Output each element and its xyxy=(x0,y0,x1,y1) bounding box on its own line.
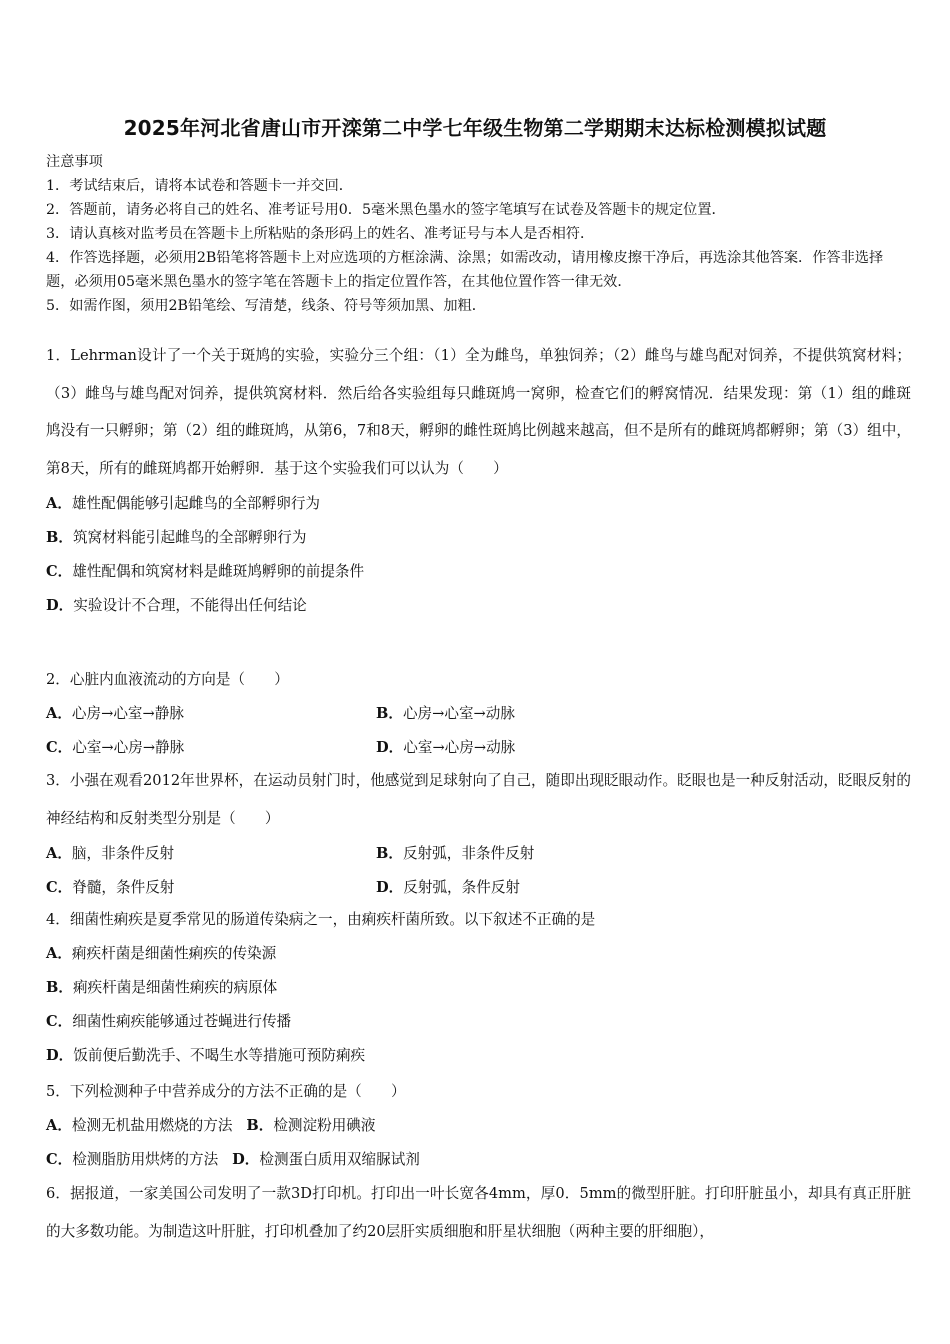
option-text: 雄性配偶和筑窝材料是雌斑鸠孵卵的前提条件 xyxy=(72,563,365,580)
option-letter: A． xyxy=(46,945,72,962)
option-letter: C． xyxy=(46,1151,73,1168)
option-row xyxy=(46,871,911,905)
option-letter: A． xyxy=(46,845,72,862)
option-text: 检测脂肪用烘烤的方法 xyxy=(72,1151,219,1168)
option-letter: B． xyxy=(46,979,73,996)
option-a[interactable] xyxy=(46,697,184,731)
option-row xyxy=(46,697,911,731)
option-a[interactable] xyxy=(46,487,911,521)
question-stem: 2．心脏内血液流动的方向是（ ） xyxy=(46,671,289,688)
option-text: 反射弧，非条件反射 xyxy=(402,845,535,862)
option-letter: A． xyxy=(46,705,72,722)
option-text: 心房→心室→静脉 xyxy=(71,705,184,722)
option-letter: B． xyxy=(376,845,403,862)
question-6 xyxy=(46,1175,911,1250)
question-stem: 1．Lehrman设计了一个关于斑鸠的实验，实验分三个组：（1）全为雌鸟，单独饲养；（2）雌鸟与雄鸟配对饲养，不提供筑窝材料；（3）雌鸟与雄鸟配对饲养，提供筑窝材料．然后给各实验组每只雌斑鸠一窝卵，检查它们的孵窝情况．结果发现：第（1）组的雌斑鸠没有一只孵卵；第（2）组的雌斑鸠，从第6，7和8天，孵卵的雌性斑鸠比例越来越高，但不是所有的雌斑鸠都孵卵；第（3）组中，第8天，所有的雌斑鸠都开始孵卵．基于这个实验我们可以认为（ ） xyxy=(46,347,911,477)
option-text: 痢疾杆菌是细菌性痢疾的传染源 xyxy=(71,945,277,962)
option-letter: D． xyxy=(376,739,404,756)
option-text: 雄性配偶能够引起雌鸟的全部孵卵行为 xyxy=(71,495,321,512)
exam-title: 2025年河北省唐山市开滦第二中学七年级生物第二学期期末达标检测模拟试题 xyxy=(123,116,827,140)
notice-item: 4．作答选择题，必须用2B铅笔将答题卡上对应选项的方框涂满、涂黑；如需改动，请用橡皮擦干净后，再选涂其他答案．作答非选择题，必须用05毫米黑色墨水的签字笔在答题卡上的指定位置作答，在其他位置作答一律无效． xyxy=(46,250,884,290)
option-text: 脊髓，条件反射 xyxy=(72,879,175,896)
notice-item: 5．如需作图，须用2B铅笔绘、写清楚，线条、符号等须加黑、加粗． xyxy=(46,298,486,314)
question-1 xyxy=(46,337,911,623)
option-text: 心室→心房→静脉 xyxy=(72,739,185,756)
notice-section xyxy=(46,150,911,318)
option-text: 脑，非条件反射 xyxy=(71,845,175,862)
option-letter: D． xyxy=(46,1047,74,1064)
question-stem: 5．下列检测种子中营养成分的方法不正确的是（ ） xyxy=(46,1083,406,1100)
option-letter: D． xyxy=(232,1151,260,1168)
question-2 xyxy=(46,663,911,765)
option-letter: D． xyxy=(376,879,404,896)
option-letter: D． xyxy=(46,597,74,614)
option-d[interactable] xyxy=(46,1039,911,1073)
option-c[interactable] xyxy=(46,1005,911,1039)
option-letter: B． xyxy=(376,705,403,722)
option-a[interactable] xyxy=(46,937,911,971)
option-letter: A． xyxy=(46,495,72,512)
option-letter: C． xyxy=(46,563,73,580)
option-b[interactable] xyxy=(246,1117,375,1134)
option-row xyxy=(46,731,911,765)
option-row xyxy=(46,837,911,871)
notice-heading: 注意事项 xyxy=(46,154,103,170)
question-stem: 4．细菌性痢疾是夏季常见的肠道传染病之一，由痢疾杆菌所致。以下叙述不正确的是 xyxy=(46,911,596,928)
option-text: 检测蛋白质用双缩脲试剂 xyxy=(259,1151,420,1168)
notice-item: 2．答题前，请务必将自己的姓名、准考证号用0．5毫米黑色墨水的签字笔填写在试卷及答题卡的规定位置． xyxy=(46,202,726,218)
option-letter: B． xyxy=(246,1117,274,1134)
option-b[interactable] xyxy=(376,837,534,871)
option-letter: C． xyxy=(46,739,73,756)
option-c[interactable] xyxy=(46,1151,218,1168)
option-d[interactable] xyxy=(46,589,911,623)
option-d[interactable] xyxy=(376,731,515,765)
option-text: 心房→心室→动脉 xyxy=(402,705,515,722)
option-text: 检测无机盐用燃烧的方法 xyxy=(71,1117,233,1134)
option-text: 饭前便后勤洗手、不喝生水等措施可预防痢疾 xyxy=(73,1047,366,1064)
option-d[interactable] xyxy=(232,1151,420,1168)
option-d[interactable] xyxy=(376,871,520,905)
option-c[interactable] xyxy=(46,871,174,905)
option-a[interactable] xyxy=(46,837,174,871)
option-letter: B． xyxy=(46,529,73,546)
option-row xyxy=(46,1109,911,1143)
option-row xyxy=(46,1143,911,1177)
option-b[interactable] xyxy=(46,521,911,555)
question-3 xyxy=(46,762,911,905)
notice-item: 1．考试结束后，请将本试卷和答题卡一并交回． xyxy=(46,178,353,194)
option-b[interactable] xyxy=(376,697,515,731)
option-text: 痢疾杆菌是细菌性痢疾的病原体 xyxy=(72,979,278,996)
option-a[interactable] xyxy=(46,1117,232,1134)
option-letter: C． xyxy=(46,1013,73,1030)
question-5 xyxy=(46,1075,911,1177)
option-c[interactable] xyxy=(46,731,184,765)
option-text: 实验设计不合理，不能得出任何结论 xyxy=(73,597,307,614)
option-text: 反射弧，条件反射 xyxy=(403,879,521,896)
option-text: 检测淀粉用碘液 xyxy=(273,1117,376,1134)
question-stem: 6．据报道，一家美国公司发明了一款3D打印机。打印出一叶长宽各4mm，厚0．5mm的微型肝脏。打印肝脏虽小，却具有真正肝脏的大多数功能。为制造这叶肝脏，打印机叠加了约20层肝实质细胞和肝星状细胞（两种主要的肝细胞）， xyxy=(46,1185,911,1240)
question-stem: 3．小强在观看2012年世界杯，在运动员射门时，他感觉到足球射向了自己，随即出现眨眼动作。眨眼也是一种反射活动，眨眼反射的神经结构和反射类型分别是（ ） xyxy=(46,772,911,827)
option-letter: C． xyxy=(46,879,73,896)
option-text: 筑窝材料能引起雌鸟的全部孵卵行为 xyxy=(72,529,307,546)
notice-item: 3．请认真核对监考员在答题卡上所粘贴的条形码上的姓名、准考证号与本人是否相符． xyxy=(46,226,595,242)
question-4 xyxy=(46,903,911,1073)
option-text: 心室→心房→动脉 xyxy=(403,739,516,756)
option-letter: A． xyxy=(46,1117,72,1134)
option-text: 细菌性痢疾能够通过苍蝇进行传播 xyxy=(72,1013,292,1030)
option-c[interactable] xyxy=(46,555,911,589)
option-b[interactable] xyxy=(46,971,911,1005)
